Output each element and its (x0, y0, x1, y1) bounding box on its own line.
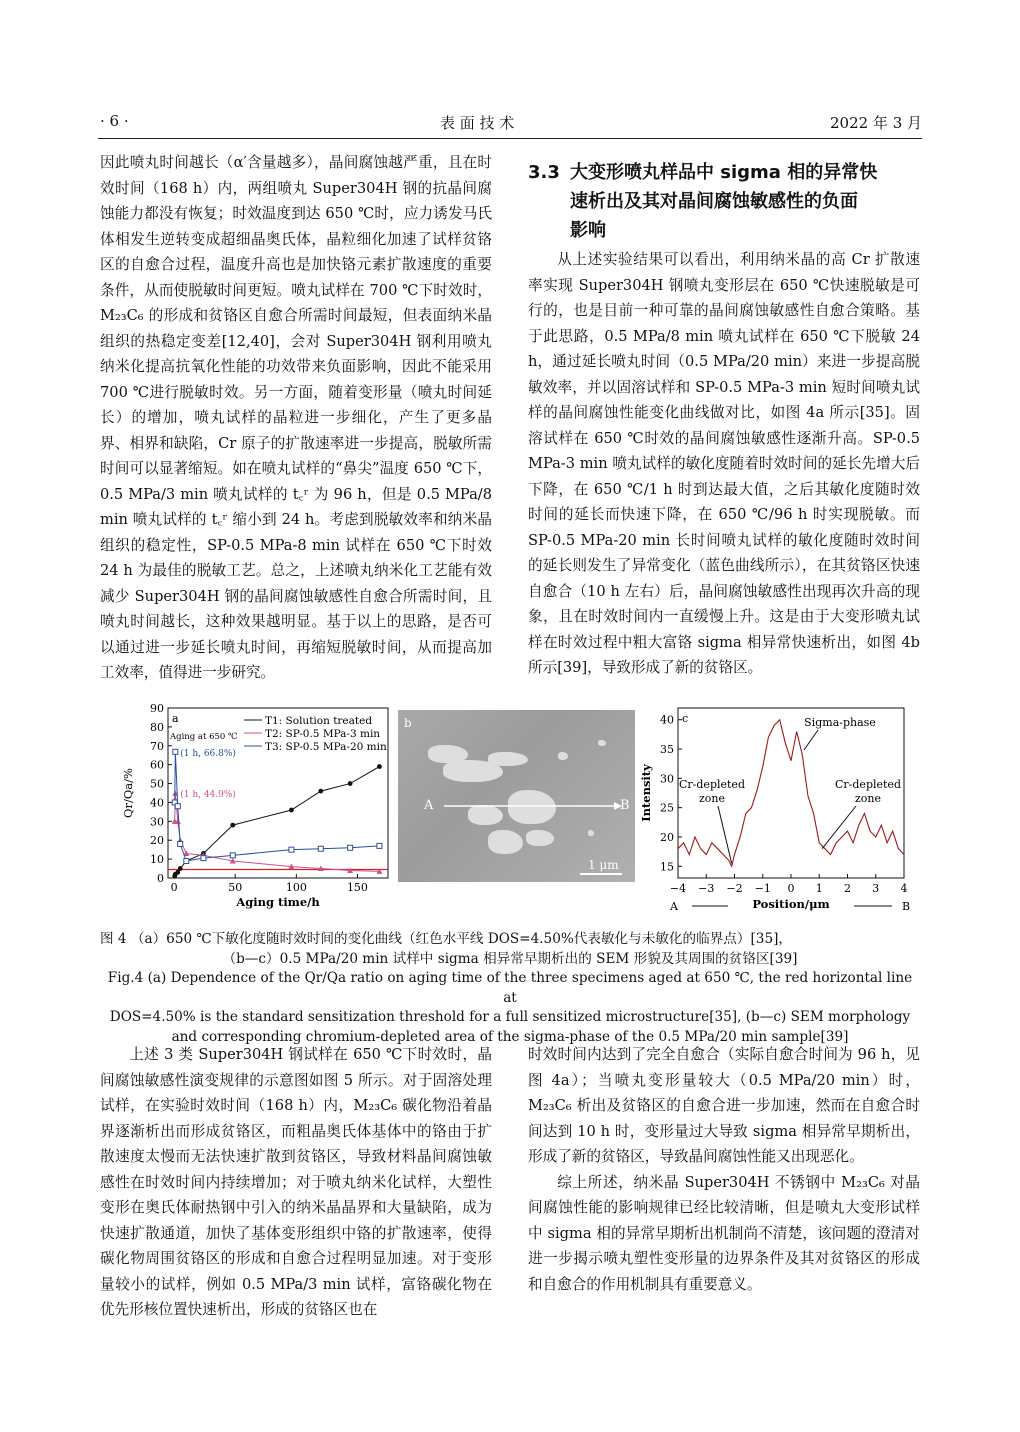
issue-date: 2022 年 3 月 (830, 114, 923, 132)
aging-annotation: Aging at 650 ℃ (170, 732, 238, 742)
y-axis-label: Qr/Qa/% (121, 768, 135, 818)
y-tick-label: 90 (150, 702, 164, 715)
body-paragraph: 因此喷丸时间越长（α′含量越多），晶间腐蚀越严重，且在时效时间（168 h）内，两组喷丸 Super304H 钢的抗晶间腐蚀能力都没有恢复；时效温度到达 650 ℃时，应力诱发马氏体相发生逆转变成超细晶奥氏体，晶粒细化加速了试样贫铬区的自愈合过程，温度升高也是加快铬元素扩散速度的重要条件，从而使脱敏时间更短。喷丸试样在 700 ℃下时效时，M₂₃C₆ 的形成和贫铬区自愈合所需时间最短，但表面纳米晶组织的热稳定变差[12,40]，会对 Super304H 钢利用喷丸纳米化提高抗氧化性能的功效带来负面影响，因此不能采用 700 ℃进行脱敏时效。另一方面，随着变形量（喷丸时间延长）的增加，喷丸试样的晶粒进一步细化，产生了更多晶界、相界和缺陷，Cr 原子的扩散速率进一步提高，脱敏所需时间可以显著缩短。如在喷丸试样的“鼻尖”温度 650 ℃下，0.5 MPa/3 min 喷丸试样的 t꜀ʳ 为 96 h，但是 0.5 MPa/8 min 喷丸试样的 t꜀ʳ 缩小到 24 h。考虑到脱敏效率和纳米晶组织的稳定性，SP-0.5 MPa-8 min 试样在 650 ℃下时效 24 h 为最佳的脱敏工艺。总之，上述喷丸纳米化工艺能有效减少 Super304H 钢的晶间腐蚀敏感性自愈合所需时间，且喷丸时间越长，这种效果越明显。基于以上的思路，是否可以通过进一步延长喷丸时间，再缩短脱敏时间，从而提高加工效率，值得进一步研究。 (100, 154, 492, 681)
page-number: · 6 · (100, 112, 129, 130)
y-tick-label: 60 (150, 758, 164, 772)
right-column-top (528, 158, 920, 681)
caption-en-line1: Fig.4 (a) Dependence of the Qr/Qa ratio on aging time of the three specimens aged at 650 ℃, the red horizontal line at (107, 970, 913, 1006)
x-tick-label: 100 (285, 881, 307, 894)
series-line-3 (175, 752, 380, 861)
y-tick-label: 80 (150, 720, 164, 734)
x-tick-label: 0 (787, 882, 795, 895)
body-paragraph: 时效时间内达到了完全自愈合（实际自愈合时间为 96 h，见图 4a）；当喷丸变形量较大（0.5 MPa/20 min）时，M₂₃C₆ 析出及贫铬区的自愈合进一步加速，然而在自愈合时间达到 10 h 时，变形量过大导致 sigma 相异常早期析出，形成了新的贫铬区，导致晶间腐蚀性能又出现恶化。 (528, 1046, 920, 1165)
x-tick-label: 50 (228, 881, 243, 894)
data-point (289, 847, 294, 852)
caption-cn-line1: 图 4 （a）650 ℃下敏化度随时效时间的变化曲线（红色水平线 DOS=4.50%代表敏化与未敏化的临界点）[35]， (100, 931, 792, 947)
figure-caption (100, 930, 920, 1047)
legend-entry: T3: SP-0.5 MPa-20 min (265, 741, 387, 753)
x-tick-label: 4 (900, 882, 908, 895)
body-paragraph: 从上述实验结果可以看出，利用纳米晶的高 Cr 扩散速率实现 Super304H 钢喷丸变形层在 650 ℃快速脱敏是可行的，也是目前一种可靠的晶间腐蚀敏感性自愈合策略。基于此思路，0.5 MPa/8 min 喷丸试样在 650 ℃下脱敏 24 h，通过延长喷丸时间（0.5 MPa/20 min）来进一步提高脱敏效率，并以固溶试样和 SP-0.5 MPa-3 min 短时间喷丸试样的晶间腐蚀性能变化曲线做对比，如图 4a 所示[35]。固溶试样在 650 ℃时效的晶间腐蚀敏感性逐渐升高。SP-0.5 MPa-3 min 喷丸试样的敏化度随着时效时间的延长先增大后下降，在 650 ℃/1 h 时到达最大值，之后其敏化度随时效时间的延长而快速下降，在 650 ℃/96 h 时实现脱敏。而 SP-0.5 MPa-20 min 长时间喷丸试样的敏化度随时效时间的延长则发生了异常变化（蓝色曲线所示），在其贫铬区快速自愈合（10 h 左右）后，晶间腐蚀敏感性出现再次升高的现象，且在时效时间内一直缓慢上升。这是由于大变形喷丸试样在时效过程中粗大富铬 sigma 相异常快速析出，如图 4b 所示[39]，导致形成了新的贫铬区。 (528, 251, 920, 676)
data-point (318, 846, 323, 851)
data-point (230, 823, 235, 828)
x-axis-label: Position/μm (752, 897, 830, 911)
axis-point-a: A (670, 900, 678, 913)
y-tick-label: 70 (150, 739, 164, 753)
section-heading (528, 158, 920, 245)
data-point (178, 842, 183, 847)
y-tick-label: 40 (660, 713, 674, 727)
panel-a-label: a (172, 712, 179, 725)
section-title-line1: 大变形喷丸样品中 sigma 相的异常快 (570, 162, 878, 183)
caption-en-line2: DOS=4.50% is the standard sensitization threshold for a full sensitized microstructure[35], (b—c) SEM morphology (109, 1009, 911, 1025)
y-tick-label: 30 (660, 772, 674, 786)
y-tick-label: 20 (660, 830, 674, 844)
data-point (175, 804, 180, 809)
x-tick-label: −1 (754, 882, 771, 895)
point-b-label: B (620, 798, 630, 813)
left-column-top (100, 150, 492, 686)
x-tick-label: −4 (669, 882, 687, 895)
section-number: 3.3 (528, 162, 560, 183)
cr-left-arrow (718, 806, 732, 863)
data-point (173, 749, 178, 754)
caption-cn-line2: （b—c）0.5 MPa/20 min 试样中 sigma 相异常早期析出的 SEM 形貌及其周围的贫铬区[39] (222, 950, 798, 967)
y-tick-label: 50 (150, 777, 164, 791)
x-tick-label: 2 (844, 882, 851, 895)
left-column-bottom (100, 1042, 492, 1323)
header-rule (98, 138, 922, 139)
y-tick-label: 40 (150, 796, 164, 810)
sigma-arrow (804, 730, 818, 750)
x-tick-label: −3 (698, 882, 715, 895)
y-tick-label: 35 (660, 743, 674, 757)
caption-en-line3: and corresponding chromium-depleted area of the sigma-phase of the 0.5 MPa/20 min sample[39] (171, 1028, 849, 1045)
y-tick-label: 25 (660, 801, 674, 815)
data-point (348, 845, 353, 850)
y-tick-label: 15 (660, 860, 674, 874)
data-point (377, 764, 382, 769)
journal-title: 表 面 技 术 (440, 114, 515, 132)
legend-entry: T2: SP-0.5 MPa-3 min (265, 728, 381, 740)
x-tick-label: 0 (170, 881, 178, 894)
x-tick-label: 150 (346, 881, 368, 894)
body-paragraph: 上述 3 类 Super304H 钢试样在 650 ℃下时效时，晶间腐蚀敏感性演变规律的示意图如图 5 所示。对于固溶处理试样，在实验时效时间（168 h）内，M₂₃C₆ 碳化物沿着晶界逐渐析出而形成贫铬区，而粗晶奥氏体基体中的铬由于扩散速度太慢而无法快速扩散到贫铬区，导致材料晶间腐蚀敏感性在时效时间内持续增加；对于喷丸纳米化试样，大塑性变形在奥氏体耐热钢中引入的纳米晶晶界和大量缺陷，成为快速扩散通道，加快了基体变形组织中铬的扩散速率，使得碳化物周围贫铬区的形成和自愈合过程明显加速。对于变形量较小的试样，例如 0.5 MPa/3 min 试样，富铬碳化物在优先形核位置快速析出，形成的贫铬区也在 (100, 1046, 492, 1318)
cr-right-arrow (822, 806, 856, 849)
y-axis-label: Intensity (639, 764, 653, 822)
section-title-line2: 速析出及其对晶间腐蚀敏感性的负面 (570, 191, 858, 212)
data-point (230, 853, 235, 858)
data-point (289, 808, 294, 813)
panel-b-label: b (404, 716, 412, 730)
right-column-bottom (528, 1042, 920, 1297)
data-point (348, 781, 353, 786)
data-point (377, 843, 382, 848)
data-point (318, 789, 323, 794)
y-tick-label: 30 (150, 815, 164, 829)
section-title-line3: 影响 (570, 220, 606, 241)
cr-depleted-left: Cr-depleted (679, 778, 745, 791)
cr-depleted-right-zone: zone (854, 792, 882, 805)
cr-depleted-left-zone: zone (698, 792, 726, 805)
figure-4a-chart (118, 702, 398, 920)
peak-annotation-t3: (1 h, 66.8%) (180, 748, 236, 759)
data-point (178, 866, 183, 871)
sigma-phase-label: Sigma-phase (804, 716, 876, 729)
x-axis-label: Aging time/h (236, 895, 320, 909)
figure-4c-chart (638, 702, 918, 920)
x-tick-label: −2 (726, 882, 743, 895)
y-tick-label: 0 (157, 872, 164, 885)
body-paragraph: 综上所述，纳米晶 Super304H 不锈钢中 M₂₃C₆ 对晶间腐蚀性能的影响规律已经比较清晰，但是喷丸大变形试样中 sigma 相的异常早期析出机制尚不清楚，该问题的澄清对进一步揭示喷丸塑性变形量的边界条件及其对贫铬区的形成和自愈合的作用机制具有重要意义。 (528, 1173, 920, 1293)
panel-c-label: c (682, 712, 689, 725)
x-tick-label: 3 (872, 882, 880, 895)
point-a-label: A (424, 798, 434, 813)
cr-depleted-right: Cr-depleted (835, 778, 901, 791)
x-tick-label: 1 (815, 882, 823, 895)
figure-4b-sem-image (398, 710, 635, 882)
legend-entry: T1: Solution treated (265, 715, 373, 727)
y-tick-label: 20 (150, 834, 164, 848)
axis-point-b: B (901, 900, 911, 913)
peak-annotation-t2: (1 h, 44.9%) (180, 790, 236, 801)
scale-bar-label: 1 μm (588, 858, 619, 872)
data-point (201, 856, 206, 861)
data-point (184, 859, 189, 864)
y-tick-label: 10 (150, 853, 164, 867)
